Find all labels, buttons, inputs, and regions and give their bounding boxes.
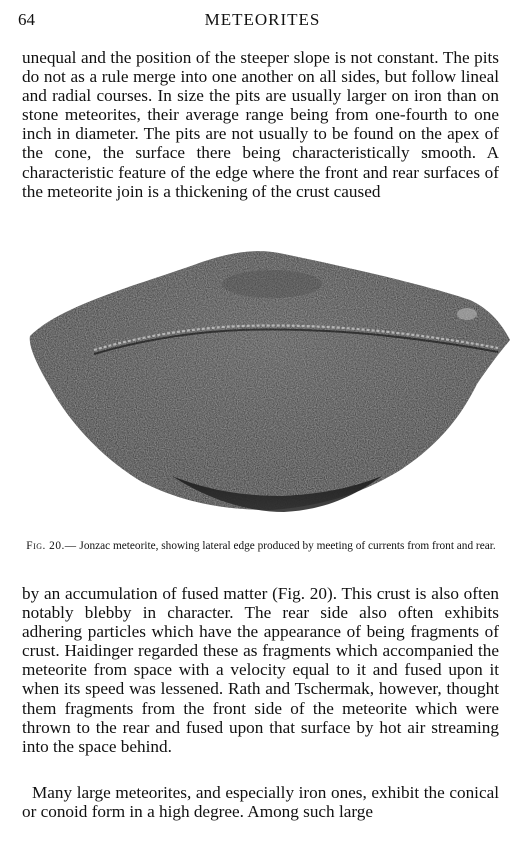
meteorite-photograph — [22, 244, 512, 519]
figure-caption-text: Jonzac meteorite, showing lateral edge produced by meeting of currents from front and rear. — [79, 540, 496, 552]
figure-label: Fig. 20.— — [26, 540, 77, 552]
running-title: METEORITES — [204, 10, 321, 29]
page-number: 64 — [18, 10, 35, 29]
figure-caption — [18, 540, 504, 553]
body-paragraph: by an accumulation of fused matter (Fig. 20). This crust is also often notably blebby in character. The rear side also often exhibits adhering particles which have the appearance of being fragments of crust. Haidinger regarded these as fragments which accompanied the meteorite from space with a velocity equal to it and fused upon it when its speed was lessened. Rath and Tschermak, however, thought them fragments from the front side of the meteorite which were thrown to the rear and fused upon that surface by hot air streaming into the space behind. — [22, 584, 499, 756]
page-header — [18, 10, 507, 32]
body-paragraph: Many large meteorites, and especially iron ones, exhibit the conical or conoid form in a high degree. Among such large — [22, 783, 499, 822]
body-paragraph: unequal and the position of the steeper slope is not constant. The pits do not as a rule merge into one another on all sides, but follow lineal and radial courses. In size the pits are usually larger on iron than on stone meteorites, their average range being from one-fourth to one inch in diameter. The pits are not usually to be found on the apex of the cone, the surface there being characteristically smooth. A characteristic feature of the edge where the front and rear surfaces of the meteorite join is a thickening of the crust caused — [22, 48, 499, 201]
